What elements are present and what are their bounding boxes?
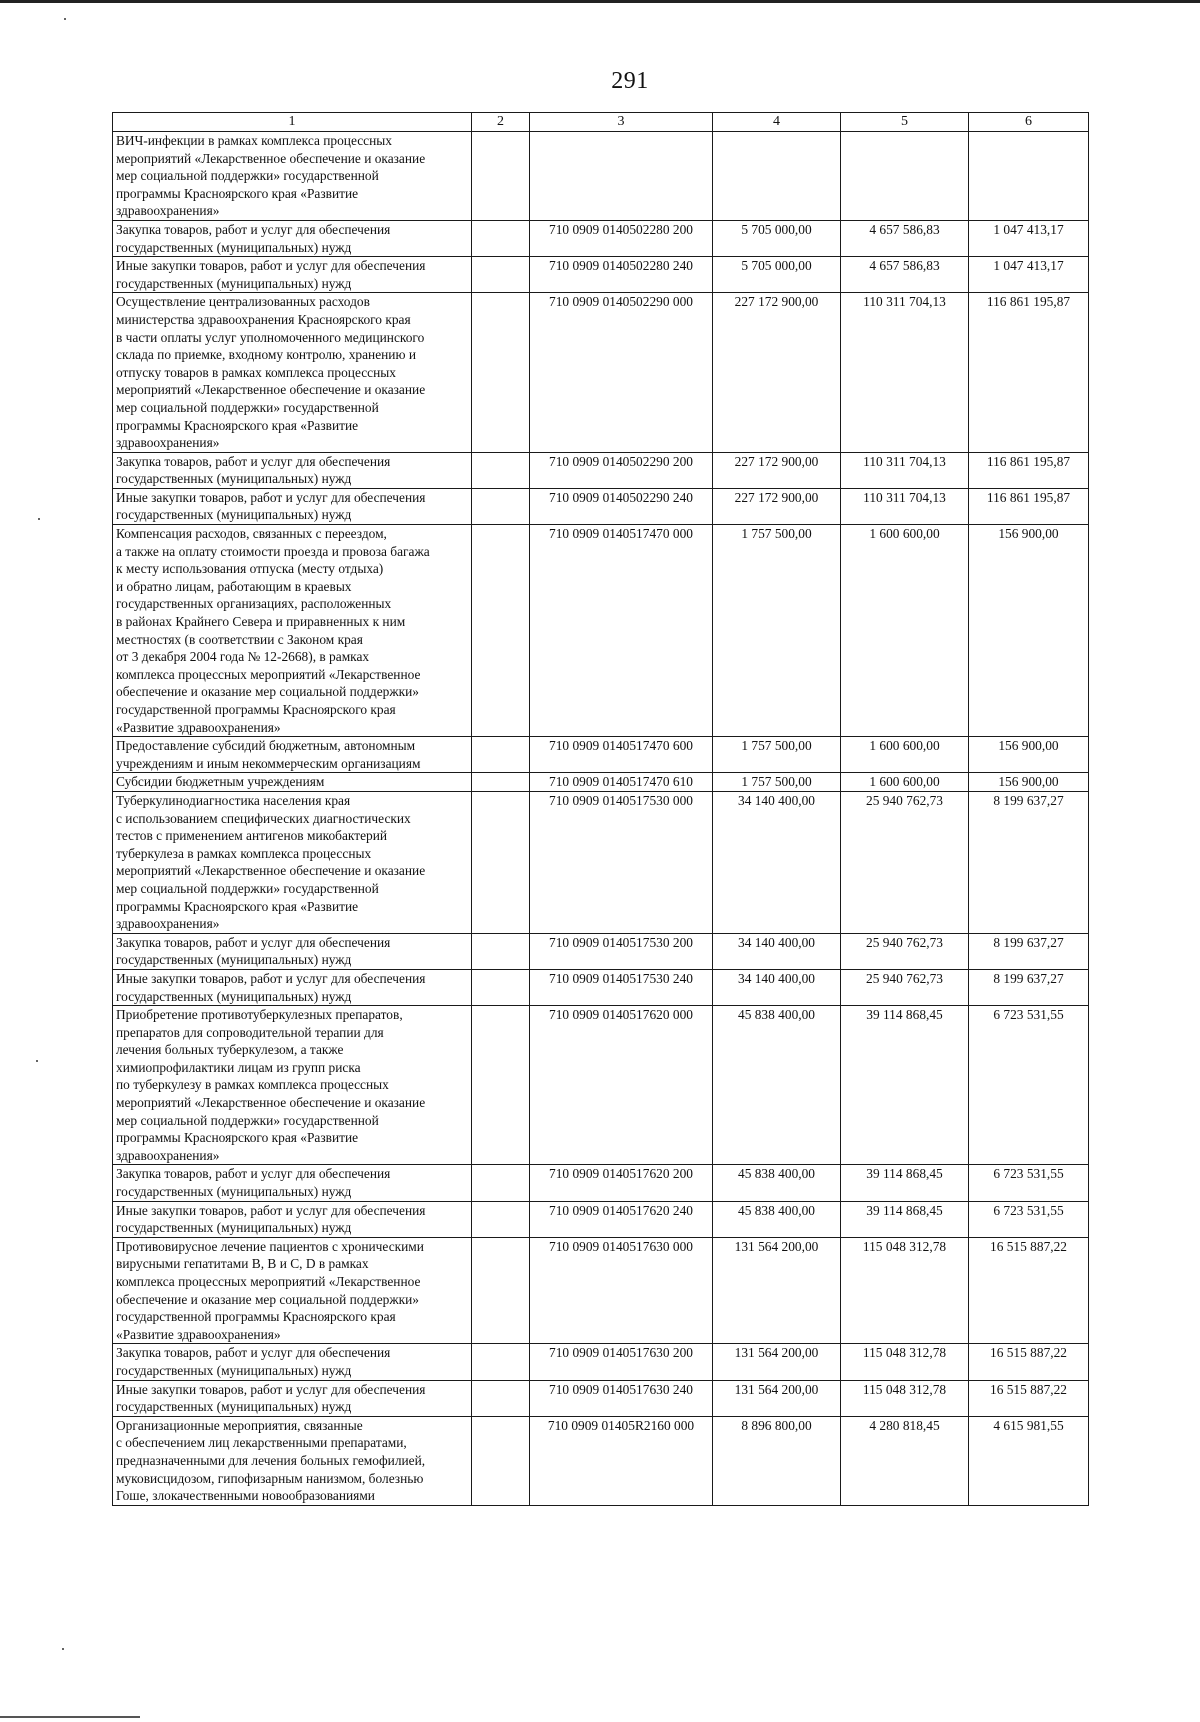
cell-amount-col6: 1 047 413,17	[969, 220, 1089, 256]
cell-amount-col6: 6 723 531,55	[969, 1165, 1089, 1201]
cell-budget-code: 710 0909 0140517530 200	[530, 933, 713, 969]
table-row	[113, 1006, 1089, 1165]
cell-budget-code: 710 0909 0140502290 000	[530, 293, 713, 452]
cell-col2	[472, 1237, 530, 1344]
cell-budget-code: 710 0909 0140517530 000	[530, 791, 713, 933]
cell-amount-col4: 131 564 200,00	[713, 1380, 841, 1416]
cell-amount-col5: 1 600 600,00	[841, 737, 969, 773]
cell-col2	[472, 293, 530, 452]
cell-amount-col4: 227 172 900,00	[713, 293, 841, 452]
cell-amount-col4: 131 564 200,00	[713, 1344, 841, 1380]
table-row	[113, 293, 1089, 452]
cell-amount-col6: 156 900,00	[969, 773, 1089, 792]
cell-description: Закупка товаров, работ и услуг для обеспечения государственных (муниципальных) нужд	[113, 452, 472, 488]
cell-col2	[472, 488, 530, 524]
scan-speck	[64, 18, 66, 20]
scan-speck	[62, 1648, 64, 1650]
table-row	[113, 773, 1089, 792]
table-row	[113, 1344, 1089, 1380]
cell-col2	[472, 773, 530, 792]
cell-description: Туберкулинодиагностика населения края с использованием специфических диагностических тестов с применением антигенов микобактерий туберкулеза в рамках комплекса процессных мероприятий «Лекарственное обеспечение и оказание мер социальной поддержки» государственной программы Красноярского края «Развитие здравоохранения»	[113, 791, 472, 933]
cell-col2	[472, 1165, 530, 1201]
cell-amount-col6: 116 861 195,87	[969, 452, 1089, 488]
cell-amount-col4: 45 838 400,00	[713, 1201, 841, 1237]
cell-amount-col5: 4 657 586,83	[841, 220, 969, 256]
table-row	[113, 737, 1089, 773]
cell-budget-code: 710 0909 0140517620 200	[530, 1165, 713, 1201]
cell-budget-code	[530, 132, 713, 221]
cell-budget-code: 710 0909 0140517470 600	[530, 737, 713, 773]
cell-description: Предоставление субсидий бюджетным, автономным учреждениям и иным некоммерческим организациям	[113, 737, 472, 773]
cell-col2	[472, 257, 530, 293]
cell-amount-col5: 110 311 704,13	[841, 293, 969, 452]
cell-amount-col6: 6 723 531,55	[969, 1201, 1089, 1237]
cell-amount-col6: 8 199 637,27	[969, 933, 1089, 969]
cell-budget-code: 710 0909 0140517470 000	[530, 525, 713, 737]
cell-amount-col6: 116 861 195,87	[969, 293, 1089, 452]
cell-budget-code: 710 0909 0140517620 240	[530, 1201, 713, 1237]
cell-description: Иные закупки товаров, работ и услуг для обеспечения государственных (муниципальных) нужд	[113, 488, 472, 524]
cell-amount-col6: 156 900,00	[969, 525, 1089, 737]
cell-description: Закупка товаров, работ и услуг для обеспечения государственных (муниципальных) нужд	[113, 1344, 472, 1380]
table-row	[113, 1237, 1089, 1344]
header-row	[113, 113, 1089, 132]
cell-col2	[472, 1344, 530, 1380]
cell-description: Субсидии бюджетным учреждениям	[113, 773, 472, 792]
cell-amount-col5: 1 600 600,00	[841, 773, 969, 792]
cell-col2	[472, 220, 530, 256]
table-row	[113, 1201, 1089, 1237]
cell-amount-col4: 1 757 500,00	[713, 525, 841, 737]
cell-amount-col5: 110 311 704,13	[841, 488, 969, 524]
cell-amount-col4: 5 705 000,00	[713, 257, 841, 293]
cell-amount-col6: 4 615 981,55	[969, 1416, 1089, 1505]
cell-amount-col6: 16 515 887,22	[969, 1344, 1089, 1380]
cell-budget-code: 710 0909 0140502290 200	[530, 452, 713, 488]
cell-description: Закупка товаров, работ и услуг для обеспечения государственных (муниципальных) нужд	[113, 933, 472, 969]
cell-amount-col6	[969, 132, 1089, 221]
table-row	[113, 220, 1089, 256]
cell-description: Иные закупки товаров, работ и услуг для обеспечения государственных (муниципальных) нужд	[113, 969, 472, 1005]
cell-col2	[472, 933, 530, 969]
cell-col2	[472, 1380, 530, 1416]
header-col-6: 6	[969, 113, 1089, 132]
cell-amount-col4: 34 140 400,00	[713, 791, 841, 933]
cell-col2	[472, 1201, 530, 1237]
cell-amount-col4: 34 140 400,00	[713, 969, 841, 1005]
cell-amount-col4: 131 564 200,00	[713, 1237, 841, 1344]
cell-budget-code: 710 0909 0140517630 240	[530, 1380, 713, 1416]
cell-description: Осуществление централизованных расходов министерства здравоохранения Красноярского края в части оплаты услуг уполномоченного медицинского склада по приемке, входному контролю, хранению и отпуску товаров в рамках комплекса процессных мероприятий «Лекарственное обеспечение и оказание мер социальной поддержки» государственной программы Красноярского края «Развитие здравоохранения»	[113, 293, 472, 452]
cell-col2	[472, 452, 530, 488]
cell-amount-col5: 25 940 762,73	[841, 933, 969, 969]
cell-budget-code: 710 0909 0140502280 200	[530, 220, 713, 256]
table-row	[113, 933, 1089, 969]
cell-description: Закупка товаров, работ и услуг для обеспечения государственных (муниципальных) нужд	[113, 1165, 472, 1201]
cell-amount-col5: 110 311 704,13	[841, 452, 969, 488]
cell-amount-col4: 45 838 400,00	[713, 1006, 841, 1165]
table-row	[113, 525, 1089, 737]
page-number: 291	[611, 68, 649, 94]
cell-budget-code: 710 0909 0140517630 000	[530, 1237, 713, 1344]
cell-description: Компенсация расходов, связанных с переездом, а также на оплату стоимости проезда и провоза багажа к месту использования отпуска (месту отдыха) и обратно лицам, работающим в краевых государственных организациях, расположенных в районах Крайнего Севера и приравненных к ним местностях (в соответствии с Законом края от 3 декабря 2004 года № 12-2668), в рамках комплекса процессных мероприятий «Лекарственное обеспечение и оказание мер социальной поддержки» государственной программы Красноярского края «Развитие здравоохранения»	[113, 525, 472, 737]
cell-col2	[472, 132, 530, 221]
cell-budget-code: 710 0909 0140502280 240	[530, 257, 713, 293]
cell-amount-col6: 16 515 887,22	[969, 1380, 1089, 1416]
cell-amount-col5: 25 940 762,73	[841, 969, 969, 1005]
header-col-2: 2	[472, 113, 530, 132]
cell-amount-col6: 8 199 637,27	[969, 791, 1089, 933]
scan-speck	[38, 518, 40, 520]
table-row	[113, 132, 1089, 221]
header-col-5: 5	[841, 113, 969, 132]
cell-amount-col4: 1 757 500,00	[713, 737, 841, 773]
cell-amount-col4: 8 896 800,00	[713, 1416, 841, 1505]
table-row	[113, 488, 1089, 524]
cell-amount-col6: 6 723 531,55	[969, 1006, 1089, 1165]
cell-col2	[472, 1006, 530, 1165]
cell-description: ВИЧ-инфекции в рамках комплекса процессных мероприятий «Лекарственное обеспечение и оказание мер социальной поддержки» государственной программы Красноярского края «Развитие здравоохранения»	[113, 132, 472, 221]
header-col-4: 4	[713, 113, 841, 132]
cell-col2	[472, 791, 530, 933]
cell-description: Иные закупки товаров, работ и услуг для обеспечения государственных (муниципальных) нужд	[113, 1201, 472, 1237]
cell-amount-col5: 4 280 818,45	[841, 1416, 969, 1505]
cell-amount-col5: 1 600 600,00	[841, 525, 969, 737]
table-row	[113, 791, 1089, 933]
cell-amount-col4	[713, 132, 841, 221]
cell-amount-col5: 115 048 312,78	[841, 1344, 969, 1380]
cell-amount-col4: 227 172 900,00	[713, 488, 841, 524]
cell-amount-col4: 34 140 400,00	[713, 933, 841, 969]
cell-budget-code: 710 0909 0140517630 200	[530, 1344, 713, 1380]
table-body	[113, 132, 1089, 1506]
cell-col2	[472, 1416, 530, 1505]
cell-amount-col5: 4 657 586,83	[841, 257, 969, 293]
cell-amount-col5: 39 114 868,45	[841, 1165, 969, 1201]
cell-col2	[472, 737, 530, 773]
cell-description: Противовирусное лечение пациентов с хроническими вирусными гепатитами В, В и С, D в рамках комплекса процессных мероприятий «Лекарственное обеспечение и оказание мер социальной поддержки» государственной программы Красноярского края «Развитие здравоохранения»	[113, 1237, 472, 1344]
cell-amount-col4: 45 838 400,00	[713, 1165, 841, 1201]
table-row	[113, 257, 1089, 293]
scan-speck	[36, 1060, 38, 1062]
cell-description: Иные закупки товаров, работ и услуг для обеспечения государственных (муниципальных) нужд	[113, 1380, 472, 1416]
cell-description: Иные закупки товаров, работ и услуг для обеспечения государственных (муниципальных) нужд	[113, 257, 472, 293]
budget-table	[112, 112, 1089, 1506]
cell-budget-code: 710 0909 0140517620 000	[530, 1006, 713, 1165]
cell-col2	[472, 969, 530, 1005]
cell-amount-col6: 8 199 637,27	[969, 969, 1089, 1005]
bottom-scan-edge	[0, 1716, 140, 1718]
table-row	[113, 452, 1089, 488]
cell-budget-code: 710 0909 0140502290 240	[530, 488, 713, 524]
cell-amount-col5: 115 048 312,78	[841, 1237, 969, 1344]
table-row	[113, 969, 1089, 1005]
cell-amount-col5: 39 114 868,45	[841, 1006, 969, 1165]
cell-amount-col4: 1 757 500,00	[713, 773, 841, 792]
cell-description: Организационные мероприятия, связанные с обеспечением лиц лекарственными препаратами, предназначенными для лечения больных гемофилией, муковисцидозом, гипофизарным нанизмом, болезнью Гоше, злокачественными новообразованиями	[113, 1416, 472, 1505]
cell-amount-col4: 5 705 000,00	[713, 220, 841, 256]
cell-budget-code: 710 0909 0140517470 610	[530, 773, 713, 792]
cell-amount-col5: 115 048 312,78	[841, 1380, 969, 1416]
cell-budget-code: 710 0909 0140517530 240	[530, 969, 713, 1005]
cell-amount-col6: 156 900,00	[969, 737, 1089, 773]
header-col-1: 1	[113, 113, 472, 132]
cell-amount-col4: 227 172 900,00	[713, 452, 841, 488]
table-row	[113, 1165, 1089, 1201]
cell-budget-code: 710 0909 01405R2160 000	[530, 1416, 713, 1505]
cell-col2	[472, 525, 530, 737]
table-row	[113, 1416, 1089, 1505]
top-scan-edge	[0, 0, 1200, 3]
header-col-3: 3	[530, 113, 713, 132]
cell-amount-col5: 39 114 868,45	[841, 1201, 969, 1237]
cell-amount-col6: 116 861 195,87	[969, 488, 1089, 524]
cell-description: Приобретение противотуберкулезных препаратов, препаратов для сопроводительной терапии для лечения больных туберкулезом, а также химиопрофилактики лицам из групп риска по туберкулезу в рамках комплекса процессных мероприятий «Лекарственное обеспечение и оказание мер социальной поддержки» государственной программы Красноярского края «Развитие здравоохранения»	[113, 1006, 472, 1165]
table-row	[113, 1380, 1089, 1416]
cell-amount-col5: 25 940 762,73	[841, 791, 969, 933]
cell-amount-col6: 16 515 887,22	[969, 1237, 1089, 1344]
cell-description: Закупка товаров, работ и услуг для обеспечения государственных (муниципальных) нужд	[113, 220, 472, 256]
cell-amount-col5	[841, 132, 969, 221]
cell-amount-col6: 1 047 413,17	[969, 257, 1089, 293]
